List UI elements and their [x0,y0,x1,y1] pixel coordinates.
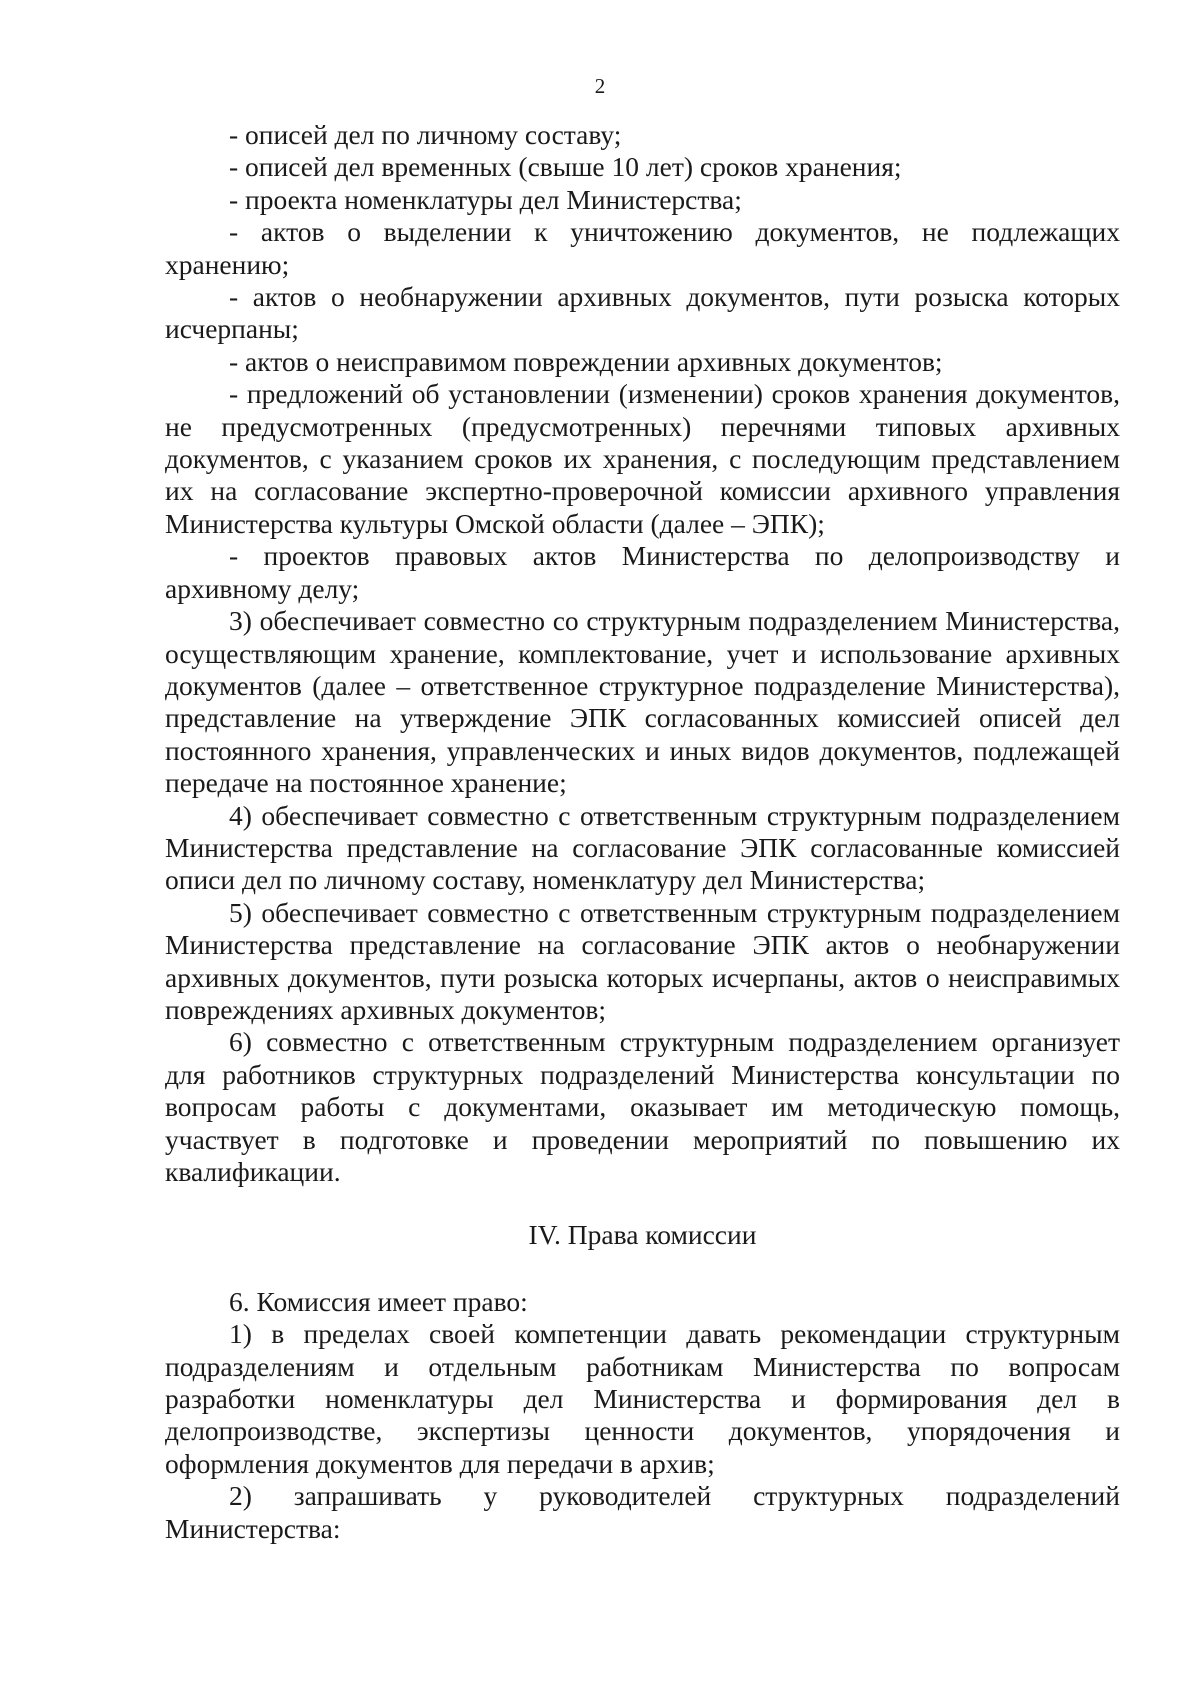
numbered-paragraph: 3) обеспечивает совместно со структурным подразделением Министерства, осуществляющим хранение, комплектование, учет и использование архивных документов (далее – ответственное структурное подразделение Министерства), представление на утверждение ЭПК согласованных комиссией описей дел постоянного хранения, управленческих и иных видов документов, подлежащей передаче на постоянное хранение; [165,605,1120,799]
numbered-paragraph: 4) обеспечивает совместно с ответственным структурным подразделением Министерства представление на согласование ЭПК согласованные комиссией описи дел по личному составу, номенклатуру дел Министерства; [165,799,1120,896]
clause-paragraph: 6. Комиссия имеет право: [229,1285,528,1317]
list-item: - актов о неисправимом повреждении архивных документов; [229,345,943,377]
document-body [165,119,1120,1545]
numbered-paragraph: 1) в пределах своей компетенции давать рекомендации структурным подразделениям и отдельным работникам Министерства по вопросам разработки номенклатуры дел Министерства и формирования дел в делопроизводстве, экспертизы ценности документов, упорядочения и оформления документов для передачи в архив; [165,1318,1120,1479]
list-item: - актов о выделении к уничтожению документов, не подлежащих хранению; [165,216,1120,280]
list-item: - описей дел временных (свыше 10 лет) сроков хранения; [229,151,902,183]
list-item: - актов о необнаружении архивных документов, пути розыска которых исчерпаны; [165,281,1120,345]
numbered-paragraph: 6) совместно с ответственным структурным подразделением организует для работников структурных подразделений Министерства консультации по вопросам работы с документами, оказывает им методическую помощь, участвует в подготовке и проведении мероприятий по повышению их квалификации. [165,1026,1120,1187]
list-item: - предложений об установлении (изменении) сроков хранения документов, не предусмотренных (предусмотренных) перечнями типовых архивных документов, с указанием сроков их хранения, с последующим представлением их на согласование экспертно-проверочной комиссии архивного управления Министерства культуры Омской области (далее – ЭПК); [165,378,1120,539]
page-number: 2 [594,74,606,98]
section-heading: IV. Права комиссии [528,1219,757,1251]
list-item: - проектов правовых актов Министерства по делопроизводству и архивному делу; [165,540,1120,604]
numbered-paragraph: 2) запрашивать у руководителей структурных подразделений Министерства: [165,1480,1120,1544]
list-item: - проекта номенклатуры дел Министерства; [229,183,742,215]
list-item: - описей дел по личному составу; [229,119,622,150]
numbered-paragraph: 5) обеспечивает совместно с ответственным структурным подразделением Министерства представление на согласование ЭПК актов о необнаружении архивных документов, пути розыска которых исчерпаны, актов о неисправимых повреждениях архивных документов; [165,896,1120,1025]
